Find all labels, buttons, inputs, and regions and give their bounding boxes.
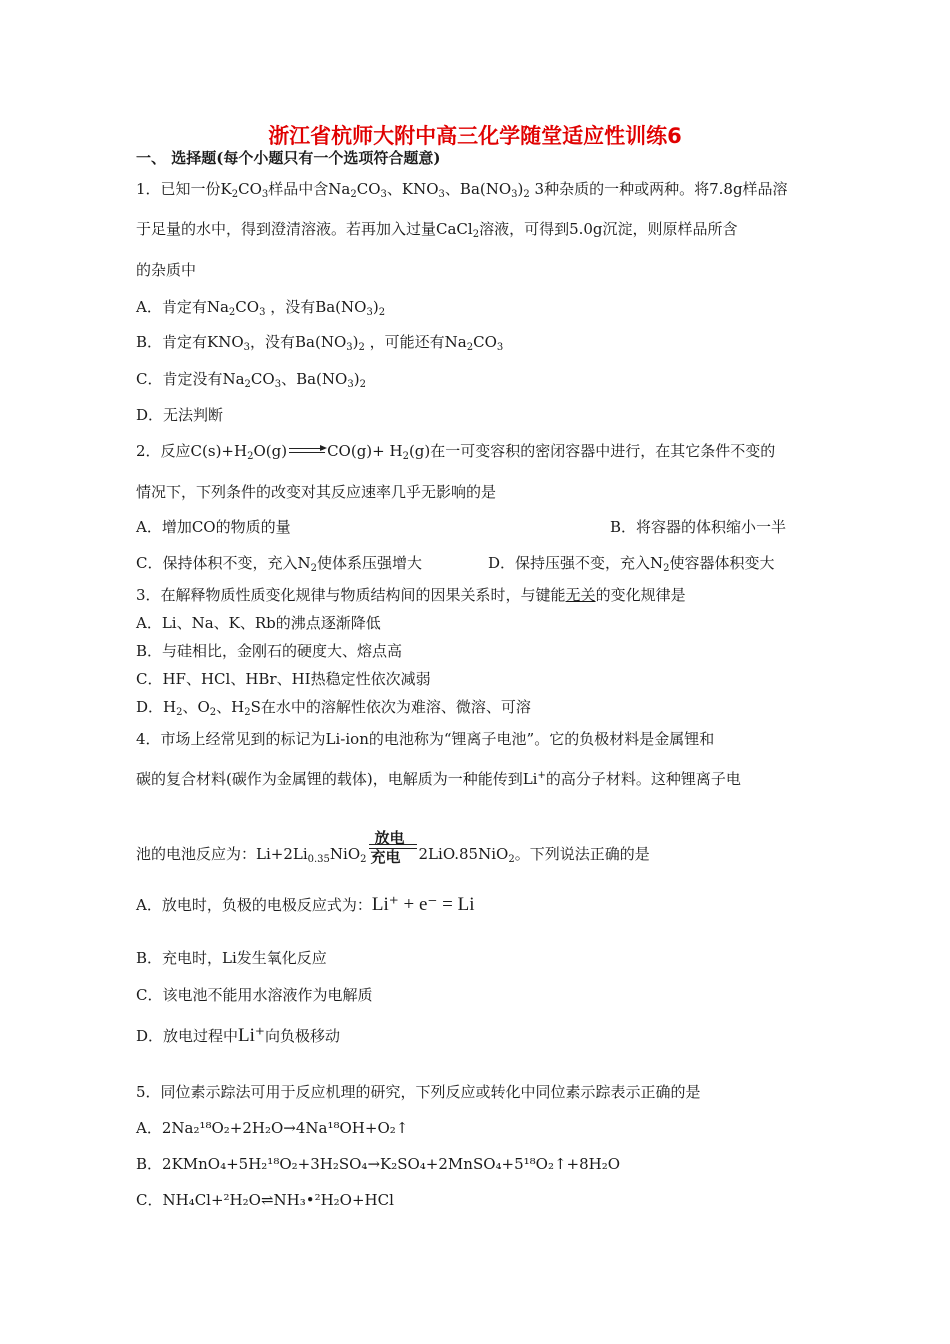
q1-option-d: D．无法判断 <box>136 406 224 424</box>
lithium-ion-formula: Li⁺ <box>238 1025 265 1046</box>
q4-stem-line2: 碳的复合材料(碳作为金属锂的载体)，电解质为一种能传到Li+的高分子材料。这种锂离子电 <box>136 770 741 788</box>
q1-stem-line1: 1．已知一份$K_2CO_3$样品中含$Na_2CO_3$、$KNO_3$、$Ba(NO_3)_2$ 3种杂质的一种或两种。将7.8g样品溶 <box>136 180 788 200</box>
q2-stem-line1: 2．反应$C(s)+H_2O(g)$ $CO(g)+ H_2(g)$在一可变容积的密闭容器中进行，在其它条件不变的 <box>136 442 776 462</box>
q4-option-d: D．放电过程中Li⁺向负极移动 <box>136 1025 340 1046</box>
q2-stem-line2: 情况下，下列条件的改变对其反应速率几乎无影响的是 <box>136 483 497 501</box>
q2-option-c: C．保持体积不变，充入$N_2$使体系压强增大 <box>136 554 422 574</box>
q2-option-b: B．将容器的体积缩小一半 <box>610 518 787 536</box>
q3-option-d: D．$H_2$、$O_2$、$H_2S$在水中的溶解性依次为难溶、微溶、可溶 <box>136 698 531 718</box>
q1-stem-line2: 于足量的水中，得到澄清溶液。若再加入过量CaCl$_2$溶液，可得到5.0g沉淀，则原样品所含 <box>136 220 738 240</box>
q1-stem-line3: 的杂质中 <box>136 261 197 279</box>
q4-option-c: C．该电池不能用水溶液作为电解质 <box>136 986 373 1004</box>
q2-option-a: A．增加CO的物质的量 <box>136 518 291 536</box>
q2-option-d: D．保持压强不变，充入$N_2$使容器体积变大 <box>488 554 775 574</box>
electrode-equation: Li⁺ + e⁻ = Li <box>371 894 475 915</box>
q1-option-b: B．肯定有$KNO_3$，没有$Ba(NO_3)_2$ ，可能还有$Na_2CO_3$ <box>136 333 504 353</box>
q4-stem-line3: 池的电池反应为：$Li+2Li_{0.35}NiO_2$ 放电 充电 2LiO.85NiO$_2$。下列说法正确的是 <box>136 829 650 866</box>
q4-stem-line1: 4．市场上经常见到的标记为Li-ion的电池称为“锂离子电池”。它的负极材料是金属锂和 <box>136 730 715 748</box>
q5-option-c: C．NH₄Cl+²H₂O⇌NH₃•²H₂O+HCl <box>136 1191 394 1209</box>
q5-option-a: A．2Na₂¹⁸O₂+2H₂O→4Na¹⁸OH+O₂↑ <box>136 1119 409 1137</box>
page-title: 浙江省杭师大附中高三化学随堂适应性训练6 <box>268 124 682 148</box>
q3-option-a: A．Li、Na、K、Rb的沸点逐渐降低 <box>136 614 381 632</box>
q3-stem: 3．在解释物质性质变化规律与物质结构间的因果关系时，与键能无关的变化规律是 <box>136 586 686 604</box>
q1-option-a: A．肯定有$Na_2CO_3$ ，没有$Ba(NO_3)_2$ <box>136 298 386 318</box>
q3-option-b: B．与硅相比，金刚石的硬度大、熔点高 <box>136 642 403 660</box>
q3-option-c: C．HF、HCl、HBr、HI热稳定性依次减弱 <box>136 670 431 688</box>
q5-option-b: B．2KMnO₄+5H₂¹⁸O₂+3H₂SO₄→K₂SO₄+2MnSO₄+5¹⁸O₂↑+8H₂O <box>136 1155 621 1173</box>
q4-option-b: B．充电时，Li发生氧化反应 <box>136 949 327 967</box>
reversible-reaction-arrow-icon: 放电 充电 <box>369 845 417 865</box>
equilibrium-arrow-icon <box>287 447 327 457</box>
q5-stem: 5．同位素示踪法可用于反应机理的研究，下列反应或转化中同位素示踪表示正确的是 <box>136 1083 701 1101</box>
section-heading: 一、 选择题(每个小题只有一个选项符合题意) <box>136 149 441 167</box>
q1-option-c: C．肯定没有$Na_2CO_3$、$Ba(NO_3)_2$ <box>136 370 366 390</box>
q4-option-a: A．放电时，负极的电极反应式为：Li⁺ + e⁻ = Li <box>136 894 475 915</box>
